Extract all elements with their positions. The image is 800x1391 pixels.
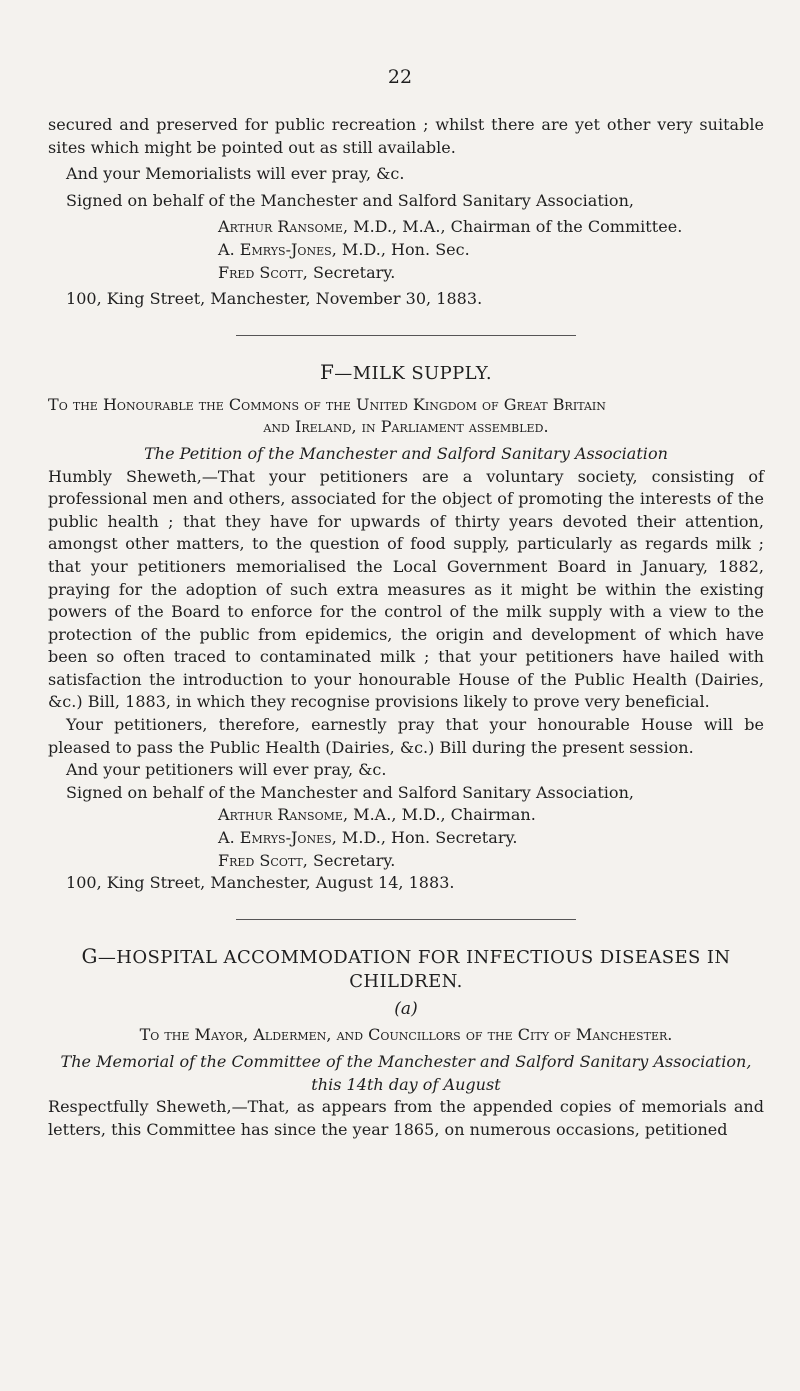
petition-pray: And your petitioners will ever pray, &c. [66, 760, 387, 780]
signatory-title: M.D., Hon. Sec. [336, 239, 470, 259]
signature-line [218, 239, 764, 262]
intro-address: 100, King Street, Manchester, November 30, 1883. [66, 289, 483, 309]
memorial-heading-date: this 14th day of August [311, 1074, 501, 1094]
intro-pray: And your Memorialists will ever pray, &c. [66, 164, 405, 184]
signatory-name: A. Emrys-Jones, [218, 828, 337, 848]
section-title-text: —MILK SUPPLY. [334, 362, 492, 384]
section-letter: F [320, 359, 335, 384]
addressee-line: To the Mayor, Aldermen, and Councillors of the City of Manchester. [139, 1025, 673, 1045]
section-f-title [48, 360, 764, 386]
signature-line [218, 850, 764, 873]
signatory-name: Fred Scott, [218, 262, 308, 282]
section-g-title-line2: CHILDREN. [349, 970, 463, 992]
signature-line [218, 262, 764, 285]
petition-address: 100, King Street, Manchester, August 14, 1883. [66, 873, 455, 893]
signature-line [218, 804, 764, 827]
page-content [48, 114, 764, 1141]
signatory-title: Secretary. [307, 850, 396, 870]
intro-signatures [48, 216, 764, 284]
subsection-label: (a) [394, 998, 418, 1019]
page-number: 22 [387, 66, 413, 88]
intro-signed: Signed on behalf of the Manchester and Salford Sanitary Association, [66, 190, 634, 210]
petition-body: Humbly Sheweth,—That your petitioners are a voluntary society, consisting of professional men and others, associated for the object of promoting the interests of the public health ; that they have for upwards of thirty years devoted their attention, amongst other matters, to the question of food supply, particularly as regards milk ; that your petitioners memorialised the Local Government Board in January, 1882, praying for the adoption of such extra measures as it might be within the existing powers of the Board to enforce for the control of the milk supply with a view to the protection of the public from epidemics, the origin and development of which have been so often traced to contaminated milk ; that your petitioners have hailed with satisfaction the introduction to your honourable House of the Public Health (Dairies, &c.) Bill, 1883, in which they recognise provisions likely to prove very beneficial. [48, 466, 764, 712]
signatory-title: M.A., M.D., Chairman. [348, 805, 536, 825]
signatory-name: A. Emrys-Jones, [218, 239, 337, 259]
memorial-body: Respectfully Sheweth,—That, as appears from the appended copies of memorials and letters, this Committee has since the year 1865, on numerous occasions, petitioned [48, 1097, 764, 1139]
signatory-name: Arthur Ransome, [218, 805, 349, 825]
petition-prayer: Your petitioners, therefore, earnestly pray that your honourable House will be pleased to pass the Public Health (Dairies, &c.) Bill during the present session. [48, 715, 764, 757]
petition-signed: Signed on behalf of the Manchester and Salford Sanitary Association, [66, 782, 634, 802]
addressee-line: To the Honourable the Commons of the United Kingdom of Great Britain [48, 394, 606, 414]
section-letter: G [81, 943, 98, 968]
signatory-title: M.D., M.A., Chairman of the Committee. [348, 217, 683, 237]
section-g-title [48, 944, 764, 970]
signatory-title: Secretary. [307, 262, 396, 282]
section-divider [236, 919, 576, 920]
addressee-line: and Ireland, in Parliament assembled. [263, 417, 549, 437]
signature-line [218, 827, 764, 850]
signatory-name: Arthur Ransome, [218, 217, 349, 237]
intro-paragraph: secured and preserved for public recreation ; whilst there are yet other very suitable sites which might be pointed out as still available. [48, 115, 764, 157]
petition-signatures [48, 804, 764, 872]
petition-heading: The Petition of the Manchester and Salford Sanitary Association [144, 443, 668, 463]
memorial-heading: The Memorial of the Committee of the Manchester and Salford Sanitary Association, [60, 1052, 752, 1071]
signature-line [218, 216, 764, 239]
section-divider [236, 335, 576, 336]
signatory-name: Fred Scott, [218, 850, 308, 870]
section-title-text: —HOSPITAL ACCOMMODATION FOR INFECTIOUS DISEASES IN [97, 946, 731, 968]
signatory-title: M.D., Hon. Secretary. [336, 828, 518, 848]
